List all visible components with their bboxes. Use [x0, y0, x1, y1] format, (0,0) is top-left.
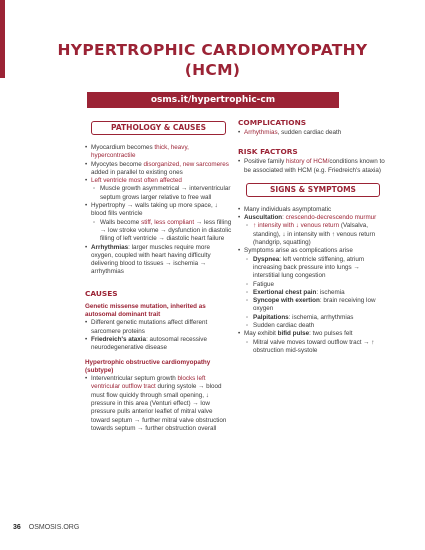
risk-factors-heading: RISK FACTORS [238, 147, 298, 157]
hocm-list [85, 375, 232, 433]
causes-list [85, 319, 232, 352]
causes-subheading-genetic: Genetic missense mutation, inherited as autosomal dominant trait [85, 302, 206, 319]
right-column [238, 118, 388, 355]
complications-heading: COMPLICATIONS [238, 118, 307, 127]
list-subitem: ◦ Sudden cardiac death [238, 322, 388, 330]
pathology-list [85, 144, 232, 277]
complications-list [238, 129, 388, 137]
left-column [85, 118, 232, 433]
page-title [0, 40, 425, 80]
list-item: • Symptoms arise as complications arise [238, 247, 388, 255]
list-item: • Arrhythmias, sudden cardiac death [238, 129, 388, 137]
causes-subheading-hocm: Hypertrophic obstructive cardiomyopathy (subtype) [85, 358, 211, 374]
list-item: • May exhibit bifid pulse: two pulses felt [238, 330, 388, 338]
list-subitem: ◦ ↑ intensity with ↓ venous return (Valsalva, standing), ↓ in intensity with ↑ venous return (handgrip, squatting) [238, 222, 388, 247]
list-item: • Different genetic mutations affect different sarcomere proteins [85, 319, 232, 336]
list-item: • Positive family history of HCM/conditions known to be associated with HCM (e.g. Friedreich's ataxia) [238, 158, 388, 175]
list-subitem: ◦ Walls become stiff, less compliant → less filling → low stroke volume → dysfunction in diastolic filling of left ventricle → diastolic heart failure [85, 219, 232, 244]
signs-symptoms-heading: SIGNS & SYMPTOMS [246, 183, 380, 197]
list-subitem: ◦ Syncope with exertion: brain receiving low oxygen [238, 297, 388, 314]
pathology-causes-heading: PATHOLOGY & CAUSES [91, 121, 226, 135]
list-item: • Myocytes become disorganized, new sarcomeres added in parallel to existing ones [85, 161, 232, 178]
list-subitem: ◦ Mitral valve moves toward outflow tract → ↑ obstruction mid-systole [238, 339, 388, 356]
list-subitem: ◦ Exertional chest pain: ischemia [238, 289, 388, 297]
page-footer [13, 524, 79, 531]
risk-factors-list [238, 158, 388, 175]
list-item: • Auscultation: crescendo-decrescendo murmur [238, 214, 388, 222]
list-item: • Friedreich's ataxia: autosomal recessive neurodegenerative disease [85, 336, 232, 353]
list-subitem: ◦ Dyspnea: left ventricle stiffening, atrium increasing back pressure into lungs → interstitial lung congestion [238, 256, 388, 281]
list-item: • Hypertrophy → walls taking up more space, ↓ blood fills ventricle [85, 202, 232, 219]
title-line-2: (HCM) [184, 61, 241, 79]
list-item: • Left ventricle most often affected [85, 177, 232, 185]
page-number: 36 [13, 524, 21, 531]
list-subitem: ◦ Palpitations: ischemia, arrhythmias [238, 314, 388, 322]
site-name: OSMOSIS.ORG [28, 524, 80, 531]
url-link[interactable]: osms.it/hypertrophic-cm [87, 92, 339, 108]
list-subitem: ◦ Fatigue [238, 281, 388, 289]
list-item: • Arrhythmias: larger muscles require more oxygen, coupled with heart having difficulty delivering blood to tissues → ischemia → arrhythmias [85, 244, 232, 277]
causes-heading: CAUSES [85, 288, 118, 298]
list-item: • Interventricular septum growth blocks left ventricular outflow tract during systole → blood must flow quickly through small opening, ↓ pressure in this area (Venturi effect) → low pressure pulls anterior leaflet of mitral valve toward septum → further mitral valve obstruction towards septum → further obstruction overall [85, 375, 232, 433]
title-line-1: HYPERTROPHIC CARDIOMYOPATHY [57, 41, 368, 59]
list-item: • Myocardium becomes thick, heavy, hypercontractile [85, 144, 232, 161]
list-subitem: ◦ Muscle growth asymmetrical → interventricular septum grows larger relative to free wall [85, 185, 232, 202]
list-item: • Many individuals asymptomatic [238, 206, 388, 214]
signs-list [238, 206, 388, 355]
